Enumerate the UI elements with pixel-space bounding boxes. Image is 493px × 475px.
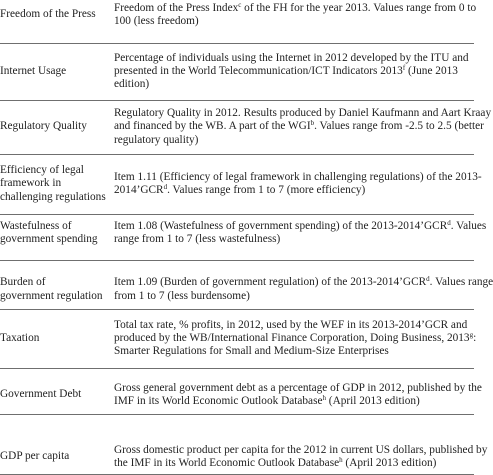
description-text: Freedom of the Press Index [114,1,239,14]
description-text: (April 2013 edition) [342,457,437,469]
variable-name-cell [0,309,110,368]
variable-name-line: Efficiency of legal [0,164,84,177]
variable-name-cell [0,368,110,414]
description-cell [110,100,492,154]
description-text: : [473,331,477,344]
description-line [114,233,474,246]
description-line [114,381,482,395]
description-line [114,319,474,332]
description-line [114,395,474,408]
description-text: (April 2013 edition) [325,395,420,407]
variable-name-line: Wastefulness of [0,219,72,232]
footnote-marker: h [322,394,326,402]
description-text: . Values range from 1 to 7 (more efficiency) [167,184,366,196]
description-text: Smarter Regulations for Small and Medium-Size Enterprises [114,345,389,358]
variable-name-line: Regulatory Quality [0,120,87,133]
description-text: Item 1.08 (Wastefulness of government spending) of the 2013-2014’GCR [114,219,448,232]
description-text: . Values range [429,276,493,289]
variable-name-cell [0,100,110,154]
description-text: Gross general government debt as a percentage of GDP in 2012, published by the [114,381,482,394]
footnote-marker: d [447,218,451,227]
footnote-marker: h [339,456,343,464]
variable-name-line: government regulation [0,289,103,302]
description-text: IMF in its World Economic Outlook Database [114,395,323,407]
description-line [114,134,474,147]
description-text: Item 1.11 (Efficiency of legal framework in challenging regulations) of the 2013- [114,170,482,183]
description-text: Percentage of individuals using the Internet in 2012 developed by the ITU and [114,51,469,64]
variable-name-cell [0,43,110,100]
table-row [0,0,474,43]
description-text: of the FH for the year 2013. Values range from 0 to [241,1,477,14]
variable-name-cell [0,0,110,43]
variable-name-cell [0,154,110,214]
description-text: (June 2013 [405,64,458,77]
table-row [0,368,474,414]
description-line [114,170,482,184]
description-line [114,345,474,358]
description-text: Total tax rate, % profits, in 2012, used by the WEF in its 2013-2014’GCR and [114,318,468,331]
footnote-marker: c [238,0,242,9]
table-row [0,214,474,260]
table-row [0,414,474,474]
variable-name-cell [0,414,110,474]
description-cell [110,260,493,309]
description-cell [110,0,477,43]
description-line [114,0,477,15]
description-text: 2014’GCR [114,184,164,196]
footnote-marker: g [469,330,474,339]
description-line [114,52,474,65]
description-line [114,457,474,470]
description-text: presented in the World Telecommunication/ICT Indicators 2013 [114,64,403,77]
description-line [114,78,474,91]
footnote-marker: d [163,183,168,191]
description-line [114,330,477,345]
description-text: Gross domestic product per capita for the 2012 in current US dollars, published by [114,443,488,456]
table-row [0,154,474,214]
description-cell [110,309,477,368]
description-text: from 1 to 7 (less burdensome) [114,289,250,302]
description-line [114,290,474,303]
description-text: and financed by the WB. A part of the WGI [114,120,311,133]
description-text: range from 1 to 7 (less wastefulness) [114,233,281,245]
footnote-marker: b [310,119,315,128]
description-text: . Values range from -2.5 to 2.5 (better [314,120,484,133]
variable-name-line: Internet Usage [0,64,67,77]
description-text: regulatory quality) [114,133,199,146]
description-cell [110,414,488,474]
description-cell [110,43,474,100]
description-text: edition) [114,78,150,91]
description-text: Item 1.09 (Burden of government regulation) of the 2013-2014’GCR [114,276,427,289]
variable-name-line: Taxation [0,331,40,344]
description-text: Regulatory Quality in 2012. Results produced by Daniel Kaufmann and Aart Kraay [114,107,492,120]
table-row [0,260,474,309]
description-cell [110,214,487,260]
footnote-marker: d [426,275,430,284]
variable-name-cell [0,260,110,309]
variable-name-line: Burden of [0,276,46,289]
variable-name-line: government spending [0,233,98,245]
variable-name-line: Government Debt [0,388,82,401]
variable-name-line: Freedom of the Press [0,8,96,21]
description-cell [110,368,482,414]
variable-name-cell [0,214,110,260]
table-row [0,100,474,154]
description-text: produced by the WB/International Finance Corporation, Doing Business, 2013 [114,331,470,344]
description-line [114,15,474,28]
description-line [114,107,492,120]
description-text: 100 (less freedom) [114,14,199,27]
description-line [114,119,484,133]
description-text: the IMF in its World Economic Outlook Database [114,457,340,469]
variable-name-line: GDP per capita [0,450,70,463]
footnote-marker: f [402,63,406,72]
description-line [114,184,474,197]
table-row [0,43,474,100]
description-text: . Values [450,219,487,232]
description-line [114,275,493,289]
description-line [114,218,487,233]
description-line [114,65,474,78]
table-row [0,309,474,368]
variable-name-line: challenging regulations [0,190,106,203]
description-line [114,443,488,457]
variable-name-line: framework in [0,177,62,190]
description-cell [110,154,482,214]
